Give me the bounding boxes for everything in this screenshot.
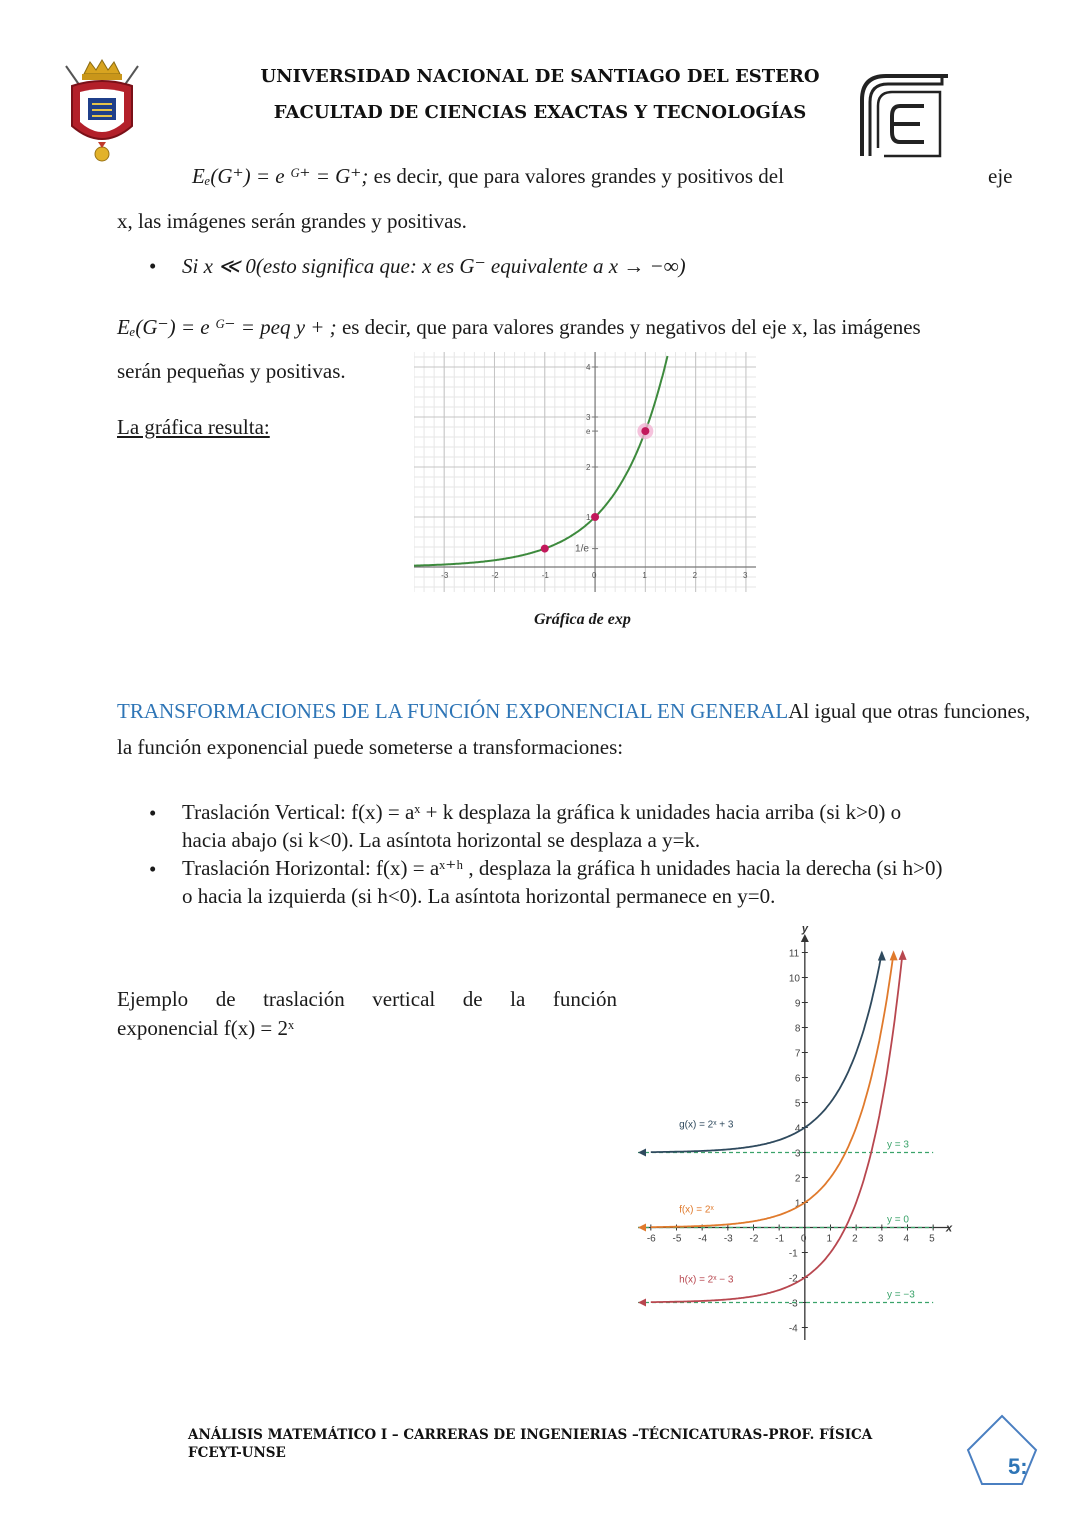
y-tick-label: 6 xyxy=(794,1073,801,1085)
x-axis-label: x xyxy=(946,1222,953,1235)
x-tick-label: 0 xyxy=(592,571,597,580)
curve-arrow xyxy=(890,950,898,960)
x-tick-label: -3 xyxy=(723,1233,733,1245)
x-tick-label: 2 xyxy=(692,571,698,580)
asymptote-label: y = 3 xyxy=(886,1139,909,1151)
formula-exp-negative: Eₑ(G⁻) = e ᴳ⁻ = peq y + ; xyxy=(117,315,337,339)
faculty-logo xyxy=(856,66,956,162)
y-tick-label: 2 xyxy=(794,1173,801,1185)
bullet-dot: • xyxy=(149,801,157,825)
negative-result-text: es decir, que para valores grandes y negativos del eje x, las imágenes xyxy=(336,315,921,339)
x-tick-label: -2 xyxy=(749,1233,759,1245)
section-intro-b: la función exponencial puede someterse a transformaciones: xyxy=(117,735,624,759)
y-tick-label: 11 xyxy=(788,948,800,960)
curve-arrow xyxy=(638,1224,646,1232)
bullet-vertical-translation xyxy=(182,798,1022,854)
x-tick-label: 2 xyxy=(852,1233,858,1245)
vertical-translation-line2: hacia abajo (si k<0). La asíntota horizontal se desplaza a y=k. xyxy=(182,828,701,852)
y-axis-label: y xyxy=(801,926,808,935)
x-tick-label: -4 xyxy=(698,1233,708,1245)
series-label: f(x) = 2ˣ xyxy=(679,1204,714,1216)
positive-result-text: es decir, que para valores grandes y positivos del xyxy=(368,164,784,188)
section-intro-a: Al igual que otras funciones, xyxy=(788,699,1031,723)
positive-result-line xyxy=(192,161,892,191)
curve-arrow xyxy=(638,1299,646,1307)
y-tick-label: 8 xyxy=(794,1023,801,1035)
asymptote-label: y = 0 xyxy=(886,1214,909,1226)
y-tick-label: 4 xyxy=(794,1123,801,1135)
page-number: 5: xyxy=(1008,1454,1028,1479)
asymptote-label: y = −3 xyxy=(886,1289,915,1301)
curve-arrow xyxy=(899,950,907,960)
y-tick-label: -1 xyxy=(788,1248,798,1260)
exp-chart xyxy=(414,352,756,592)
x-tick-label: -5 xyxy=(672,1233,682,1245)
example-line1: Ejemplo de traslación vertical de la función xyxy=(117,987,617,1011)
negative-result-line xyxy=(117,312,1027,342)
formula-exp-positive: Eₑ(G⁺) = e ᴳ⁺ = G⁺; xyxy=(192,164,369,188)
x-tick-label: 1 xyxy=(826,1233,833,1245)
x-tick-label: -6 xyxy=(646,1233,656,1245)
university-name: UNIVERSIDAD NACIONAL DE SANTIAGO DEL ESTERO xyxy=(260,66,820,87)
bullet-dot: • xyxy=(149,857,157,881)
series-label: g(x) = 2ˣ + 3 xyxy=(679,1119,734,1131)
curve-arrow xyxy=(878,951,886,961)
x-tick-label: 1 xyxy=(642,571,647,580)
x-tick-label: -2 xyxy=(491,571,499,580)
x-tick-label: 3 xyxy=(877,1233,884,1245)
y-tick-label: 1 xyxy=(586,513,591,522)
y-tick-label: 1/e xyxy=(575,543,589,555)
y-tick-label: -4 xyxy=(788,1323,798,1335)
data-point xyxy=(591,513,599,521)
x-tick-label: 5 xyxy=(929,1233,935,1245)
data-point xyxy=(541,545,549,553)
y-tick-label: 1 xyxy=(794,1198,801,1210)
translation-chart xyxy=(636,926,954,1350)
x-tick-label: 4 xyxy=(903,1233,910,1245)
y-tick-label: 7 xyxy=(794,1048,801,1060)
y-tick-label: 3 xyxy=(586,413,591,422)
x-tick-label: 0 xyxy=(800,1233,807,1245)
x-tick-label: -1 xyxy=(775,1233,785,1245)
y-axis-arrow xyxy=(801,934,809,942)
graph-intro-label: La gráfica resulta: xyxy=(117,415,270,439)
negative-result-continuation: serán pequeñas y positivas. xyxy=(117,359,346,383)
data-point xyxy=(641,427,649,435)
y-tick-label: 3 xyxy=(794,1148,801,1160)
positive-result-tail: eje xyxy=(988,164,1013,188)
section-intro-line xyxy=(117,696,1031,726)
horizontal-translation-line1: Traslación Horizontal: f(x) = aˣ⁺ʰ , desplaza la gráfica h unidades hacia la derecha (si h>0) xyxy=(182,856,943,880)
exp-chart-caption: Gráfica de exp xyxy=(534,611,631,628)
y-tick-label: 4 xyxy=(586,363,591,372)
x-tick-label: -1 xyxy=(541,571,549,580)
y-tick-label: -3 xyxy=(788,1298,798,1310)
y-tick-label: e xyxy=(586,427,591,437)
series-label: h(x) = 2ˣ − 3 xyxy=(679,1274,734,1286)
positive-result-continuation: x, las imágenes serán grandes y positivas. xyxy=(117,209,467,233)
footer-course: ANÁLISIS MATEMÁTICO I – CARRERAS DE INGENIERIAS –TÉCNICATURAS-PROF. FÍSICA xyxy=(188,1427,873,1443)
y-tick-label: -2 xyxy=(788,1273,798,1285)
series-curve xyxy=(651,954,894,1227)
y-tick-label: 9 xyxy=(794,998,801,1010)
x-tick-label: 3 xyxy=(742,571,748,580)
bullet-horizontal-translation xyxy=(182,854,1022,910)
bullet-dot: • xyxy=(149,254,157,278)
x-tick-label: -3 xyxy=(441,571,449,580)
y-tick-label: 2 xyxy=(586,463,591,472)
vertical-translation-line1: Traslación Vertical: f(x) = aˣ + k desplaza la gráfica k unidades hacia arriba (si k>0) o xyxy=(182,800,902,824)
y-tick-label: 5 xyxy=(794,1098,801,1110)
page-number-badge xyxy=(964,1412,1040,1488)
faculty-name: FACULTAD DE CIENCIAS EXACTAS Y TECNOLOGÍAS xyxy=(273,102,807,123)
footer-institution: FCEYT-UNSE xyxy=(188,1445,286,1461)
y-tick-label: 10 xyxy=(788,973,800,985)
bullet-negative-case: Si x ≪ 0(esto significa que: x es G⁻ equivalente a x → −∞) xyxy=(182,254,686,278)
section-title: TRANSFORMACIONES DE LA FUNCIÓN EXPONENCIAL EN GENERAL xyxy=(117,699,789,723)
example-line2: exponencial f(x) = 2ˣ xyxy=(117,1016,295,1040)
curve-arrow xyxy=(638,1149,646,1157)
horizontal-translation-line2: o hacia la izquierda (si h<0). La asíntota horizontal permanece en y=0. xyxy=(182,884,776,908)
